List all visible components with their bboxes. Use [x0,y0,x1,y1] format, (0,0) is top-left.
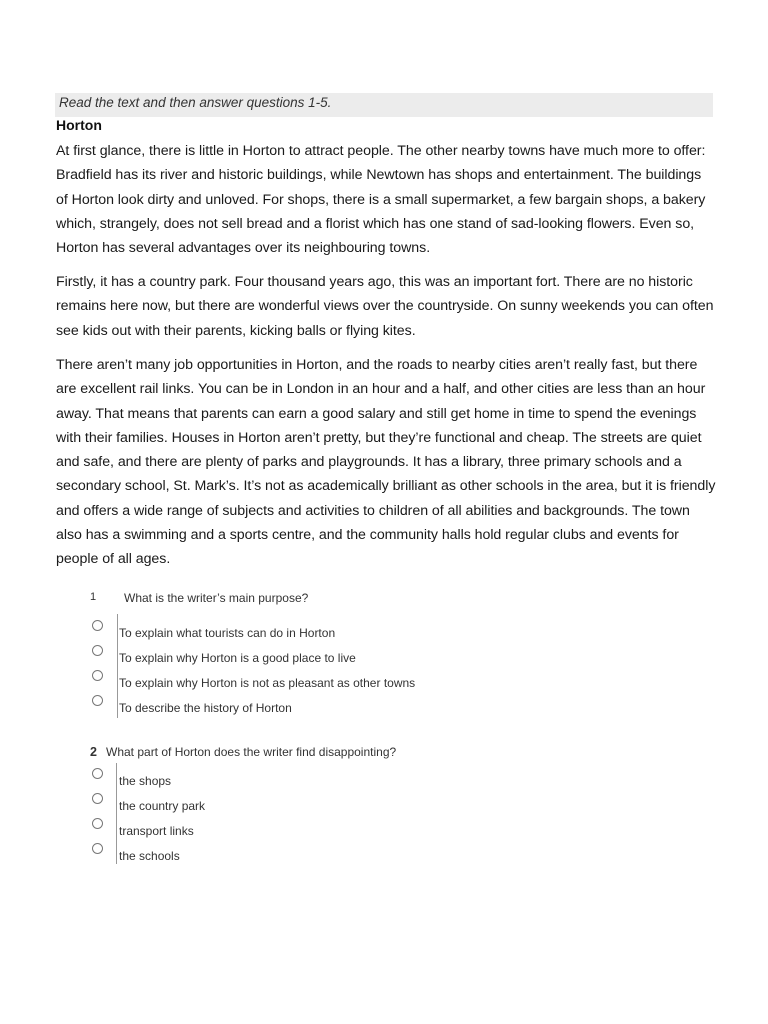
radio-button-icon[interactable] [92,793,103,804]
option-label: To explain what tourists can do in Horton [119,626,336,640]
article-paragraph-3: There aren’t many job opportunities in Horton, and the roads to nearby cities aren’t really fast, but there are excellent rail links. You can be in London in an hour and a half, and other cities are less than an hour away. That means that parents can earn a good salary and still get home in time to spend the evenings with their families. Houses in Horton aren’t pretty, but they’re functional and cheap. The streets are quiet and safe, and there are plenty of parks and playgrounds. It has a library, three primary schools and a secondary school, St. Mark’s. It’s not as academically brilliant as other schools in the area, but it is friendly and offers a wide range of subjects and activities to children of all abilities and backgrounds. The town also has a swimming and a sports centre, and the community halls hold regular clubs and events for people of all ages. [56,357,716,568]
question-2-number: 2 [90,745,97,759]
radio-button-icon[interactable] [92,768,103,779]
radio-button-icon[interactable] [92,645,103,656]
question-1-divider [117,614,118,718]
question-1-number: 1 [90,591,97,603]
option-label: the shops [119,774,172,788]
article-title: Horton [56,117,102,133]
option-label: transport links [119,824,194,838]
option-label: the schools [119,849,180,863]
radio-button-icon[interactable] [92,843,103,854]
article-paragraph-1: At first glance, there is little in Horton to attract people. The other nearby towns have much more to offer: Bradfield has its river and historic buildings, while Newtown has shops and entertainment. The buildings of Horton look dirty and unloved. For shops, there is a small supermarket, a few bargain shops, a bakery which, strangely, does not sell bread and a florist which has one stand of sad-looking flowers. Even so, Horton has several advantages over its neighbouring towns. [56,143,706,257]
radio-button-icon[interactable] [92,620,103,631]
option-label: To describe the history of Horton [119,701,292,715]
radio-button-icon[interactable] [92,695,103,706]
radio-button-icon[interactable] [92,818,103,829]
question-1-text: What is the writer’s main purpose? [124,591,309,605]
question-2-text: What part of Horton does the writer find disappointing? [106,745,397,759]
option-label: the country park [119,799,206,813]
question-2-divider [116,763,117,864]
radio-button-icon[interactable] [92,670,103,681]
option-label: To explain why Horton is not as pleasant as other towns [119,676,416,690]
option-label: To explain why Horton is a good place to live [119,651,356,665]
article-paragraph-2: Firstly, it has a country park. Four thousand years ago, this was an important fort. There are no historic remains here now, but there are wonderful views over the countryside. On sunny weekends you can often see kids out with their parents, kicking balls or flying kites. [56,274,714,339]
instruction-text: Read the text and then answer questions 1-5. [59,95,332,110]
